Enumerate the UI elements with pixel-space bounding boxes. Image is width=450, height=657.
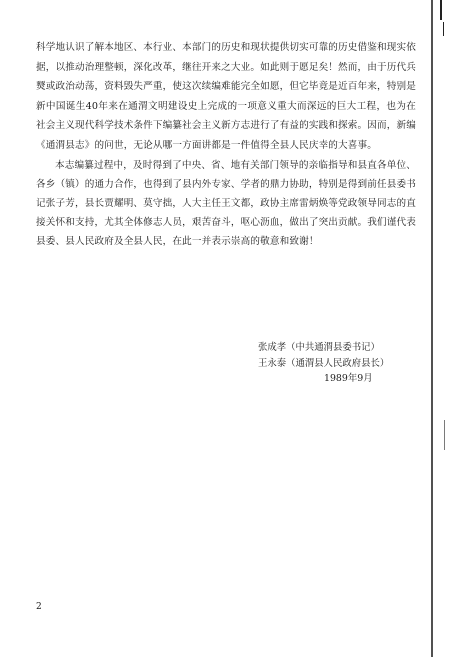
scan-edge-line <box>431 0 433 657</box>
signature-wang-yongtai: 王永泰（通渭县人民政府县长） <box>258 357 390 369</box>
signature-date: 1989年9月 <box>324 373 373 384</box>
scan-edge-mark <box>440 0 442 20</box>
scan-edge-mark <box>444 420 445 450</box>
paragraph-acknowledgement: 本志编纂过程中，及时得到了中央、省、地有关部门领导的亲临指导和县直各单位、各乡（镇）的通力合作，也得到了县内外专家、学者的鼎力协助，特别是得到前任县委书记张子芳，县长贾耀明、莫守拙，人大主任王文都，政协主席雷炳焕等党政领导同志的直接关怀和支持，尤其全体修志人员，艰苦奋斗，呕心沥血，做出了突出贡献。我们谨代表县委、县人民政府及全县人民，在此一并表示崇高的敬意和致谢！ <box>36 159 417 247</box>
page-number: 2 <box>36 602 42 612</box>
scan-edge-mark <box>443 22 444 36</box>
body-text <box>36 38 416 251</box>
paragraph-continued: 科学地认识了解本地区、本行业、本部门的历史和现状提供切实可靠的历史借鉴和现实依据，以推动治理整顿，深化改革，继往开来之大业。如此则于愿足矣！然而，由于历代兵燹或政治动荡，资料毁失严重，使这次续编难能完全如愿，但它毕竟是近百年来，特别是新中国诞生40年来在通渭文明建设史上完成的一项意义重大而深远的巨大工程，也为在社会主义现代科学技术条件下编纂社会主义新方志进行了有益的实践和探索。因而，新编《通渭县志》的问世，无论从哪一方面讲都是一件值得全县人民庆幸的大喜事。 <box>36 42 417 151</box>
signature-block <box>258 340 428 387</box>
signature-zhang-chengxiao: 张成孝（中共通渭县委书记） <box>258 342 380 353</box>
